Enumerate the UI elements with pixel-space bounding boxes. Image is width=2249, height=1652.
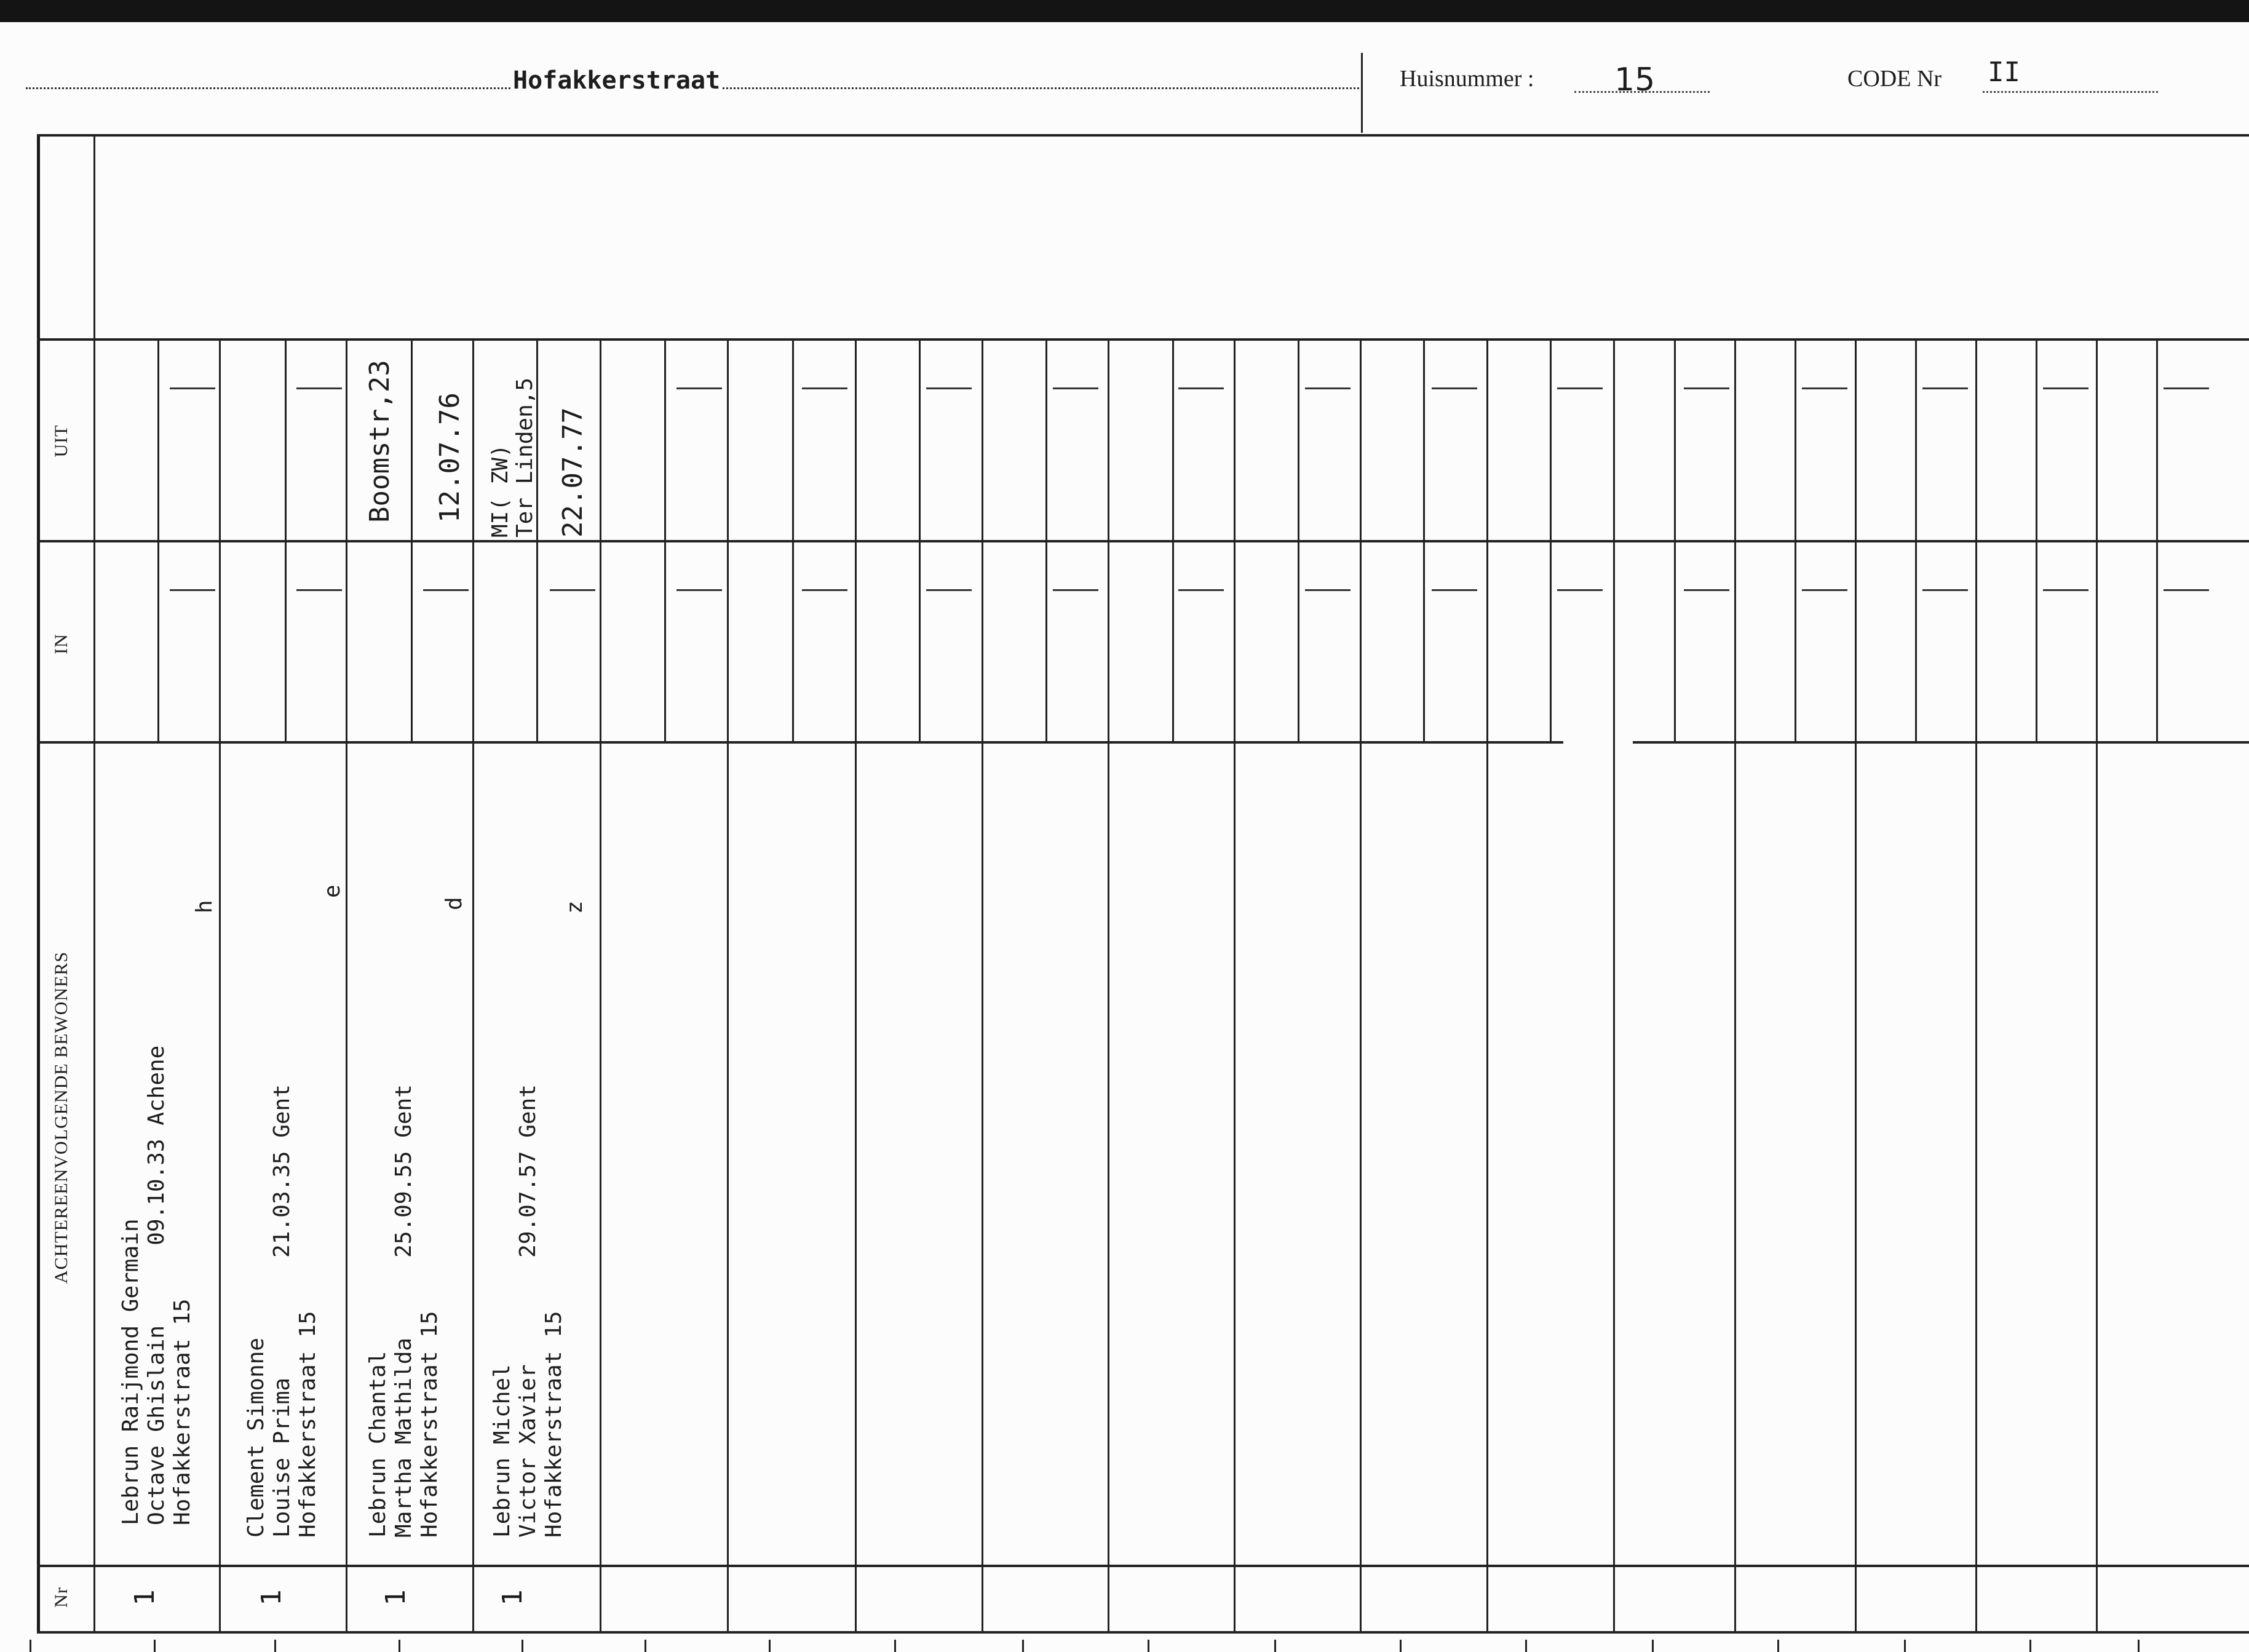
uit-dash <box>1178 387 1224 389</box>
sub-column-line <box>792 338 794 741</box>
resident-nr: 1 <box>496 1589 528 1606</box>
uit-date: 12.07.76 <box>434 392 466 523</box>
in-dash <box>2043 589 2088 591</box>
uit-dash <box>1053 387 1098 389</box>
in-dash <box>170 589 215 591</box>
label-column-line <box>93 134 95 1634</box>
resident-given-names-birth: Louise Prima 21.03.35 Gent <box>269 1084 295 1538</box>
column-line <box>600 338 601 1634</box>
uit-date: 22.07.77 <box>557 407 589 538</box>
resident-given-names-birth: Martha Mathilda 25.09.55 Gent <box>391 1084 416 1538</box>
bottom-tick <box>2029 1640 2031 1652</box>
resident-given-names-birth: Octave Ghislain 09.10.33 Achene <box>144 1045 169 1525</box>
in-dash <box>1178 589 1224 591</box>
in-dash <box>1432 589 1477 591</box>
uit-dash <box>1802 387 1847 389</box>
resident-address: Hofakkerstraat 15 <box>295 1311 320 1538</box>
relation-code: d <box>442 897 467 910</box>
in-dash <box>1557 589 1603 591</box>
sub-column-line <box>919 338 921 741</box>
in-dash <box>802 589 847 591</box>
resident-nr: 1 <box>255 1589 287 1606</box>
bottom-tick <box>30 1640 31 1652</box>
relation-code: e <box>320 884 345 898</box>
sub-column-line <box>285 338 287 741</box>
bottom-tick <box>769 1640 771 1652</box>
bottom-tick <box>1148 1640 1149 1652</box>
sub-column-line <box>1915 338 1917 741</box>
resident-2-block <box>244 1084 321 1538</box>
uit-dash <box>170 387 215 389</box>
resident-1-block <box>118 1046 196 1525</box>
bottom-tick <box>1777 1640 1779 1652</box>
column-line <box>727 338 729 1634</box>
column-line <box>855 338 857 1634</box>
nr-top-line <box>37 1565 2249 1567</box>
grid-bottom-line <box>37 1631 2249 1634</box>
sub-column-line <box>1674 338 1676 741</box>
in-dash <box>926 589 972 591</box>
resident-name-line: Lebrun Michel <box>490 1364 515 1538</box>
section-label-bewoners: ACHTEREENVOLGENDE BEWONERS <box>51 951 71 1284</box>
resident-address: Hofakkerstraat 15 <box>417 1311 442 1538</box>
uit-destination: Boomstr,23 <box>364 360 395 523</box>
in-dash <box>1922 589 1968 591</box>
resident-given-names-birth: Victor Xavier 29.07.57 Gent <box>515 1084 541 1538</box>
scan-top-edge <box>0 0 2249 22</box>
frame-left-border <box>37 134 40 1634</box>
sub-column-line <box>1795 338 1796 741</box>
column-line <box>1975 338 1977 1634</box>
column-line <box>1108 338 1109 1634</box>
grid-top-line <box>37 134 2249 137</box>
section-label-in: IN <box>51 633 71 654</box>
huisnummer-value: 15 <box>1614 62 1656 98</box>
column-line <box>1734 338 1736 1634</box>
uit-top-line <box>37 338 2249 341</box>
bewoners-top-line-right <box>1633 741 2249 744</box>
uit-dash <box>1684 387 1729 389</box>
resident-name-line: Lebrun Raijmond Germain <box>118 1218 143 1525</box>
bottom-tick <box>1904 1640 1906 1652</box>
uit-dash <box>1432 387 1477 389</box>
bottom-tick <box>1400 1640 1402 1652</box>
column-line <box>2096 338 2098 1634</box>
in-dash <box>676 589 722 591</box>
uit-destination-address: Ter Linden,5 <box>512 377 537 538</box>
in-dash <box>1305 589 1351 591</box>
column-line <box>1855 338 1857 1634</box>
column-line <box>1234 338 1236 1634</box>
uit-dash <box>802 387 847 389</box>
in-dash <box>1802 589 1847 591</box>
in-dash <box>423 589 469 591</box>
sub-column-line <box>1423 338 1425 741</box>
bottom-tick <box>154 1640 156 1652</box>
uit-destination-block <box>488 378 537 538</box>
bottom-tick <box>645 1640 646 1652</box>
bottom-tick <box>274 1640 276 1652</box>
resident-nr: 1 <box>379 1589 411 1606</box>
sub-column-line <box>1298 338 1299 741</box>
bottom-tick <box>894 1640 896 1652</box>
uit-dash <box>2164 387 2209 389</box>
uit-dash <box>1305 387 1351 389</box>
column-line <box>1486 338 1488 1634</box>
code-value: II <box>1988 57 2020 88</box>
column-line <box>982 338 983 1634</box>
in-dash <box>2164 589 2209 591</box>
bottom-tick <box>1525 1640 1527 1652</box>
in-dash <box>1053 589 1098 591</box>
code-label: CODE Nr <box>1847 66 1942 92</box>
sub-column-line <box>1172 338 1174 741</box>
uit-dash <box>296 387 342 389</box>
resident-name-line: Clement Simonne <box>244 1337 269 1538</box>
huisnummer-label: Huisnummer : <box>1400 66 1534 92</box>
bottom-tick <box>2138 1640 2140 1652</box>
resident-address: Hofakkerstraat 15 <box>541 1311 566 1538</box>
column-line <box>1360 338 1362 1634</box>
section-label-nr: Nr <box>51 1587 71 1608</box>
street-name: Hofakkerstraat <box>510 66 723 95</box>
sub-column-line <box>411 338 413 741</box>
bottom-tick <box>399 1640 400 1652</box>
sub-column-line <box>157 338 159 741</box>
relation-code: z <box>562 900 587 914</box>
header-separator <box>1361 53 1363 133</box>
uit-dash <box>2043 387 2088 389</box>
in-dash <box>296 589 342 591</box>
resident-name-line: Lebrun Chantal <box>365 1351 391 1538</box>
bottom-tick <box>1652 1640 1654 1652</box>
in-dash <box>550 589 595 591</box>
column-line <box>1613 338 1615 1634</box>
bewoners-top-line-left <box>37 741 1563 744</box>
uit-dash <box>1557 387 1603 389</box>
resident-nr: 1 <box>129 1589 161 1606</box>
column-line <box>346 338 347 1634</box>
relation-code: h <box>192 900 217 913</box>
uit-dash <box>1922 387 1968 389</box>
bottom-tick <box>1022 1640 1024 1652</box>
in-dash <box>1684 589 1729 591</box>
sub-column-line <box>2156 338 2158 741</box>
resident-address: Hofakkerstraat 15 <box>170 1298 195 1525</box>
column-line <box>219 338 221 1634</box>
resident-3-block <box>365 1084 443 1538</box>
in-top-line <box>37 540 2249 542</box>
column-line <box>472 338 474 1634</box>
sub-column-line <box>2036 338 2037 741</box>
resident-4-block <box>490 1084 567 1538</box>
sub-column-line <box>1045 338 1047 741</box>
code-dots <box>1983 91 2158 93</box>
uit-destination-code: MI( ZW) <box>488 444 513 538</box>
bottom-tick <box>1274 1640 1276 1652</box>
uit-dash <box>676 387 722 389</box>
sub-column-line <box>1550 338 1552 741</box>
sub-column-line <box>664 338 666 741</box>
bottom-tick <box>522 1640 523 1652</box>
section-label-uit: UIT <box>51 424 71 458</box>
uit-dash <box>926 387 972 389</box>
